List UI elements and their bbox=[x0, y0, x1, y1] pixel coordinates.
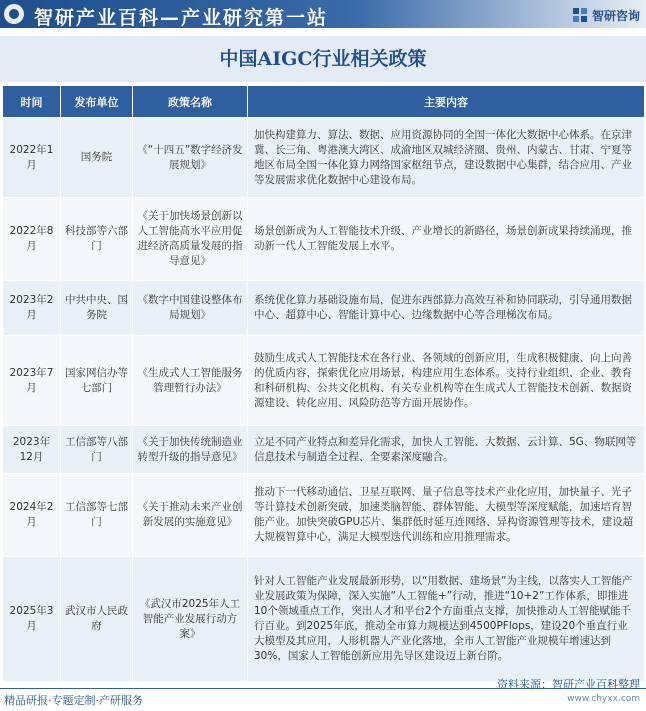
table-row bbox=[3, 474, 645, 557]
column-header-content: 主要内容 bbox=[248, 86, 645, 118]
policy-table bbox=[2, 85, 645, 682]
cell-policy-name: 《数字中国建设整体布局规划》 bbox=[133, 281, 248, 336]
table-row bbox=[3, 426, 645, 474]
logo-icon bbox=[4, 4, 24, 24]
brand-logo-icon bbox=[572, 7, 588, 23]
table-row bbox=[3, 557, 645, 682]
cell-time: 2023年12月 bbox=[3, 426, 61, 474]
cell-content: 推动下一代移动通信、卫星互联网、量子信息等技术产业化应用，加快量子、光子等计算技术创新突破，加速类脑智能、群体智能、大模型等深度赋能，加速培育智能产业。加快突破GPU芯片、集群低时延互连网络、异构资源管理等技术，建设超大规模智算中心，满足大模型迭代训练和应用推理需求。 bbox=[248, 474, 645, 557]
cell-time: 2022年1月 bbox=[3, 118, 61, 198]
cell-content: 鼓励生成式人工智能技术在各行业、各领域的创新应用，生成积极健康、向上向善的优质内容，探索优化应用场景，构建应用生态体系。支持行业组织、企业、教育和科研机构、公共文化机构、有关专业机构等在生成式人工智能技术创新、数据资源建设、转化应用、风险防范等方面开展协作。 bbox=[248, 336, 645, 426]
footer bbox=[0, 678, 646, 711]
table-row bbox=[3, 118, 645, 198]
footer-services: 精品研报·专题定制·产研服务 bbox=[4, 694, 143, 707]
cell-content: 加快构建算力、算法、数据、应用资源协同的全国一体化大数据中心体系。在京津冀、长三角、粤港澳大湾区、成渝地区双城经济圈、贵州、内蒙古、甘肃、宁夏等地区布局全国一体化算力网络国家枢纽节点，建设数据中心集群，结合应用、产业等发展需求优化数据中心建设布局。 bbox=[248, 118, 645, 198]
cell-content: 系统优化算力基础设施布局，促进东西部算力高效互补和协同联动，引导通用数据中心、超算中心、智能计算中心、边缘数据中心等合理梯次布局。 bbox=[248, 281, 645, 336]
cell-content: 针对人工智能产业发展最新形势，以“用数据、建场景”为主线，以落实人工智能产业发展政策为保障，深入实施“人工智能+”行动，推进“10+2”工作体系，即推进10个领域重点工作，突出人才和平台2个方面重点支撑，加快推动人工智能赋能千行百业。到2025年底，推动全市算力规模达到4500PFlops，建设20个垂直行业大模型及其应用，人形机器人产业化落地，全市人工智能产业规模年增速达到30%，国家人工智能创新应用先导区建设迈上新台阶。 bbox=[248, 557, 645, 682]
cell-time: 2024年2月 bbox=[3, 474, 61, 557]
cell-dept: 国家网信办等七部门 bbox=[61, 336, 133, 426]
cell-dept: 工信部等七部门 bbox=[61, 474, 133, 557]
title-band bbox=[0, 36, 646, 82]
column-header-name: 政策名称 bbox=[133, 86, 248, 118]
cell-time: 2025年3月 bbox=[3, 557, 61, 682]
brand-name: 智研咨询 bbox=[591, 8, 640, 23]
cell-time: 2023年2月 bbox=[3, 281, 61, 336]
page-title: 中国AIGC行业相关政策 bbox=[219, 48, 427, 70]
cell-dept: 工信部等八部门 bbox=[61, 426, 133, 474]
cell-policy-name: 《关于加快场景创新以人工智能高水平应用促进经济高质量发展的指导意见》 bbox=[133, 198, 248, 281]
table-row bbox=[3, 281, 645, 336]
data-source: 资料来源：智研产业百科整理 bbox=[497, 678, 640, 691]
cell-dept: 武汉市人民政府 bbox=[61, 557, 133, 682]
footer-website: www.chyxx.com bbox=[567, 694, 640, 704]
cell-dept: 中共中央、国务院 bbox=[61, 281, 133, 336]
cell-policy-name: 《关于推动未来产业创新发展的实施意见》 bbox=[133, 474, 248, 557]
table-row bbox=[3, 336, 645, 426]
column-header-time: 时间 bbox=[3, 86, 61, 118]
cell-content: 场景创新成为人工智能技术升级、产业增长的新路径，场景创新成果持续涌现，推动新一代人工智能发展上水平。 bbox=[248, 198, 645, 281]
top-banner bbox=[0, 0, 646, 28]
table-row bbox=[3, 198, 645, 281]
cell-time: 2023年7月 bbox=[3, 336, 61, 426]
cell-policy-name: 《关于加快传统制造业转型升级的指导意见》 bbox=[133, 426, 248, 474]
cell-policy-name: 《生成式人工智能服务管理暂行办法》 bbox=[133, 336, 248, 426]
column-header-dept: 发布单位 bbox=[61, 86, 133, 118]
cell-policy-name: 《“十四五”数字经济发展规划》 bbox=[133, 118, 248, 198]
cell-time: 2022年8月 bbox=[3, 198, 61, 281]
table-header-row bbox=[3, 86, 645, 118]
banner-title: 智研产业百科—产业研究第一站 bbox=[34, 7, 329, 29]
cell-dept: 科技部等六部门 bbox=[61, 198, 133, 281]
brand bbox=[572, 6, 640, 24]
cell-content: 立足不同产业特点和差异化需求，加快人工智能、大数据、云计算、5G、物联网等信息技术与制造全过程、全要素深度融合。 bbox=[248, 426, 645, 474]
cell-policy-name: 《武汉市2025年人工智能产业发展行动方案》 bbox=[133, 557, 248, 682]
cell-dept: 国务院 bbox=[61, 118, 133, 198]
